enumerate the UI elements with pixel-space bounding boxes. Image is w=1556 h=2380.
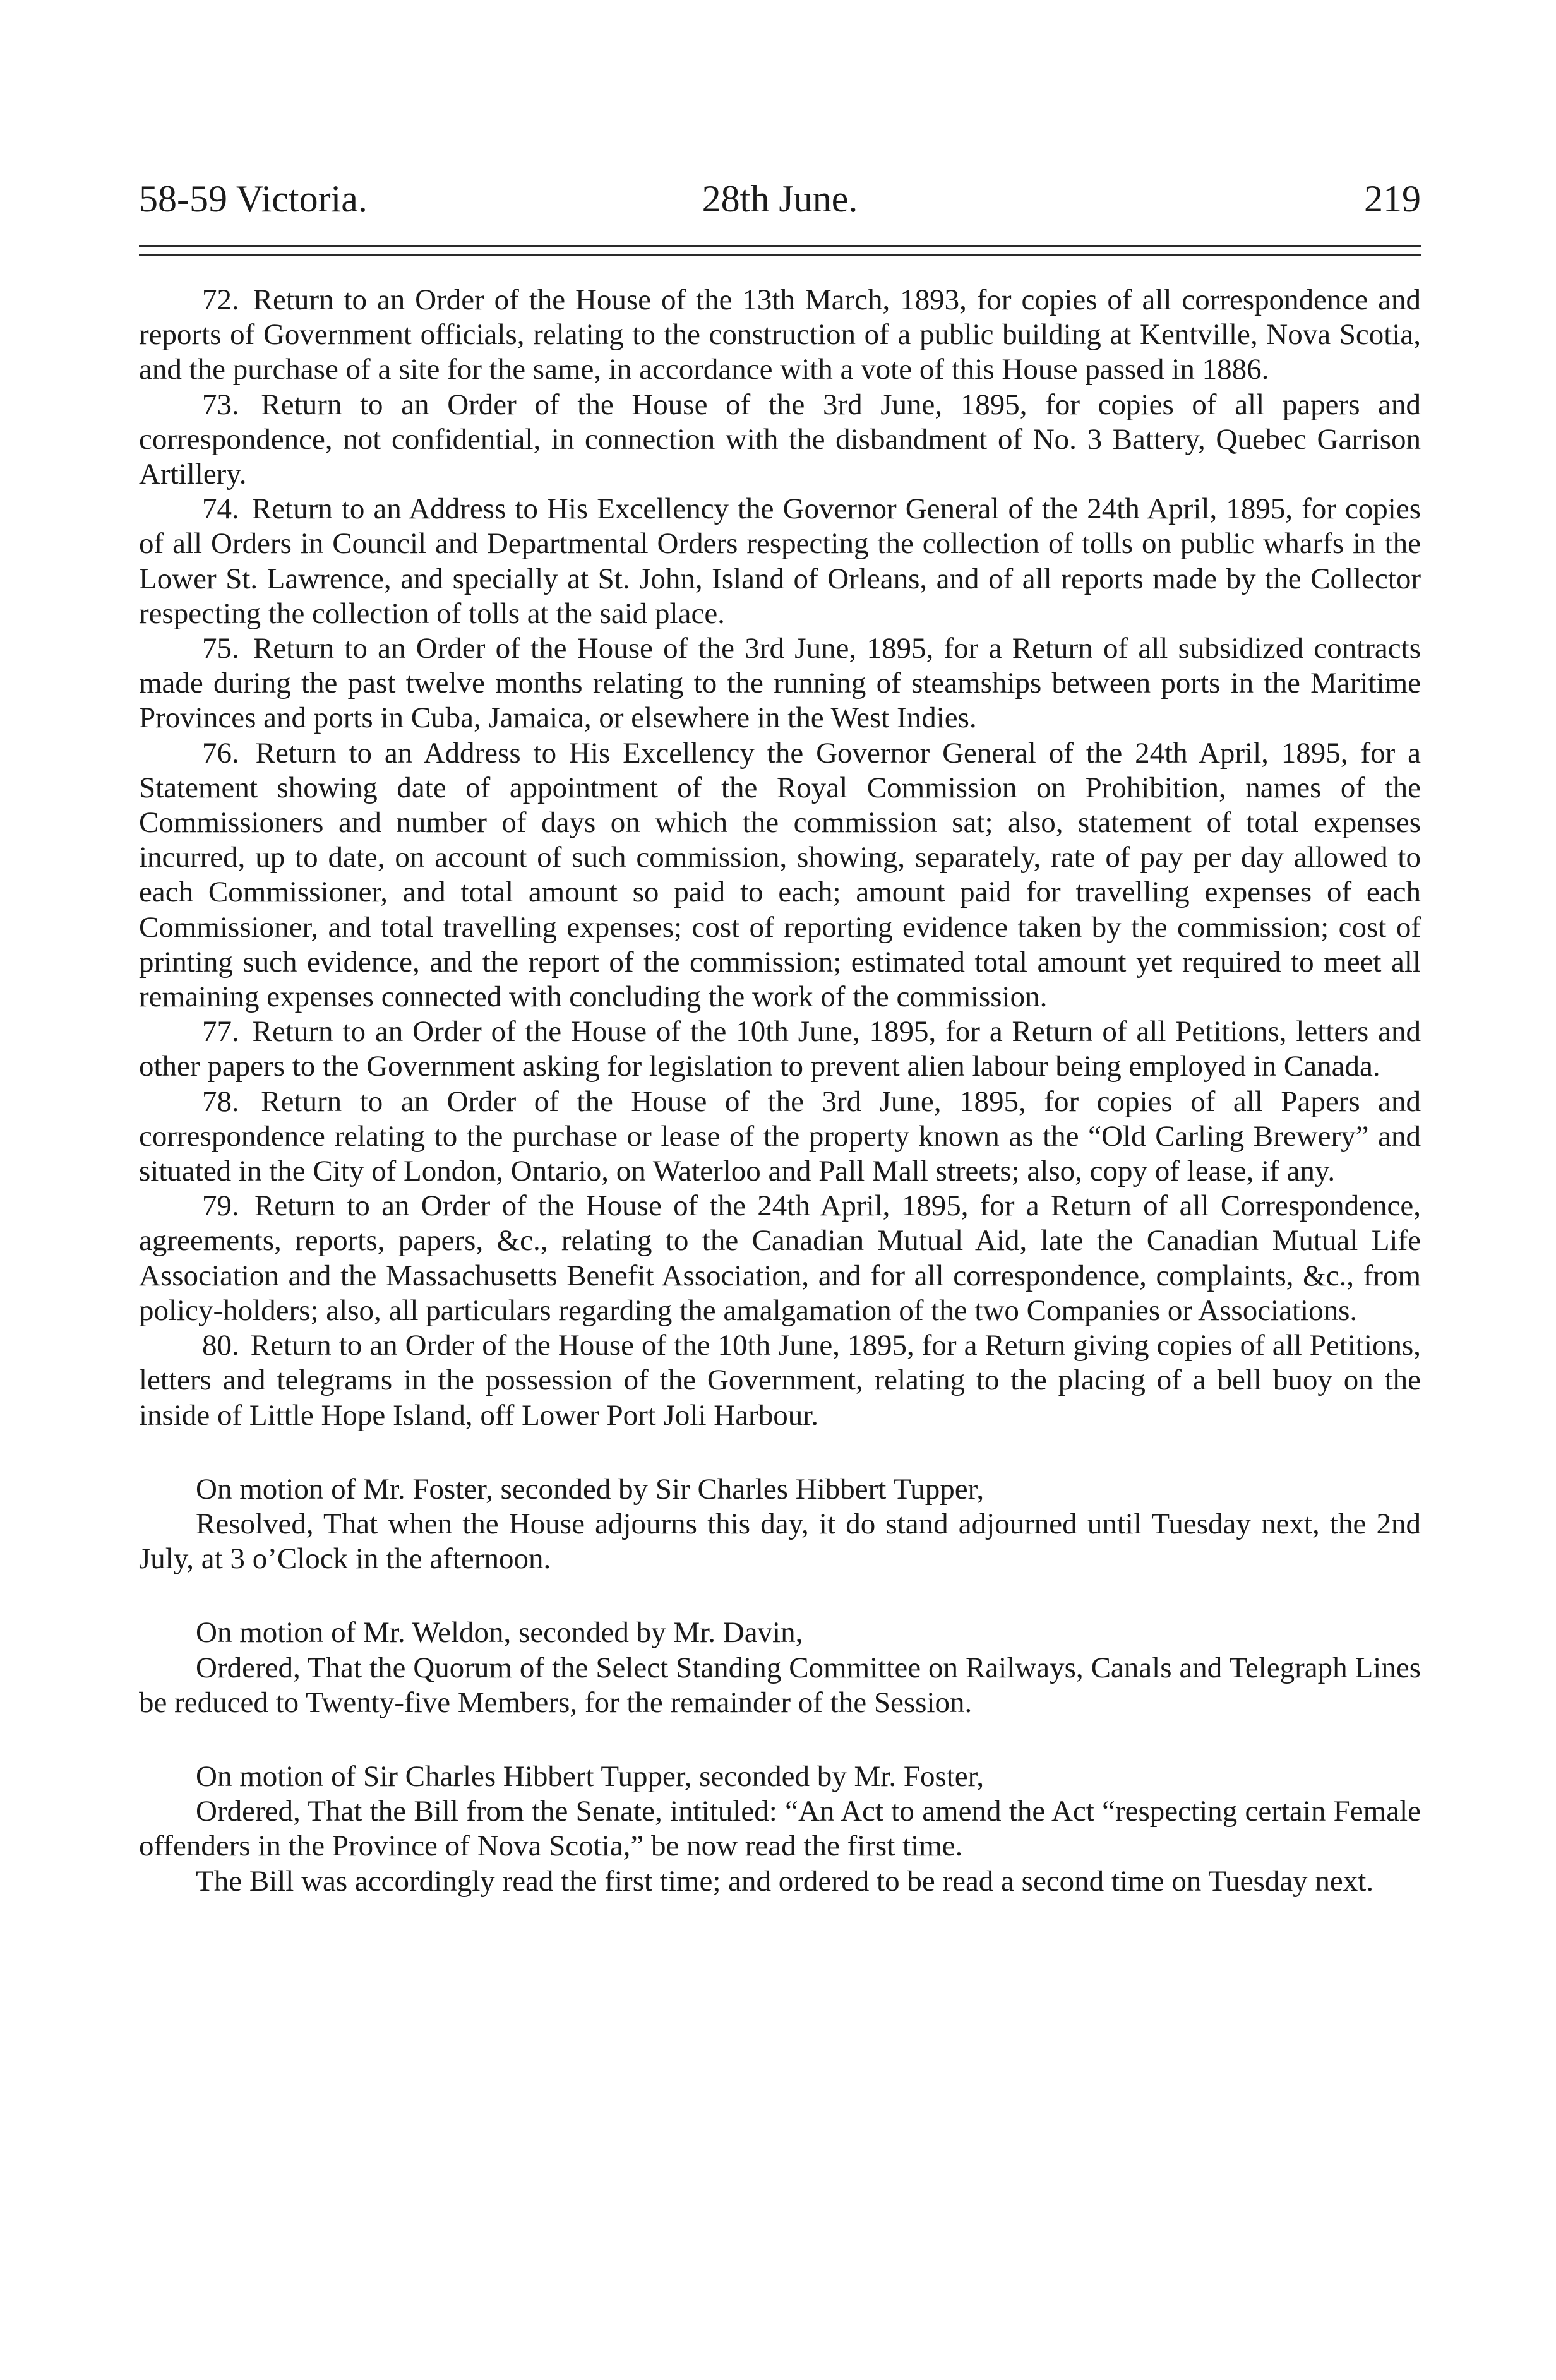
- motion-quorum-lead: On motion of Mr. Weldon, seconded by Mr. Davin,: [196, 1616, 803, 1650]
- item-number: 80.: [202, 1329, 239, 1362]
- item-number: 72.: [202, 283, 239, 316]
- section-gap: [139, 1433, 1421, 1472]
- return-item-78: [139, 1085, 1421, 1189]
- motion-adjournment-resolution: Resolved, That when the House adjourns this day, it do stand adjourned until Tuesday next, the 2nd July, at 3 o’Clock in the afternoon.: [139, 1507, 1421, 1576]
- motion-quorum-order: Ordered, That the Quorum of the Select Standing Committee on Railways, Canals and Telegraph Lines be reduced to Twenty-five Members, for the remainder of the Session.: [139, 1651, 1421, 1719]
- item-text: Return to an Order of the House of the 3rd June, 1895, for copies of all papers and correspondence, not confidential, in connection with the disbandment of No. 3 Battery, Quebec Garrison Artillery.: [139, 388, 1421, 491]
- item-text: Return to an Order of the House of the 3rd June, 1895, for copies of all Papers and correspondence relating to the purchase or lease of the property known as the “Old Carling Brewery” and situated in the City of London, Ontario, on Waterloo and Pall Mall streets; also, copy of lease, if any.: [139, 1085, 1421, 1188]
- item-number: 79.: [202, 1189, 239, 1223]
- motion-adjournment-lead: On motion of Mr. Foster, seconded by Sir Charles Hibbert Tupper,: [196, 1472, 984, 1506]
- item-text: Return to an Address to His Excellency the Governor General of the 24th April, 1895, for copies of all Orders in Council and Departmental Orders respecting the collection of tolls on public wharfs in the Lower St. Lawrence, and specially at St. John, Island of Orleans, and of all reports made by the Collector respecting the collection of tolls at the said place.: [139, 492, 1421, 630]
- return-item-77: [139, 1014, 1421, 1084]
- item-text: Return to an Order of the House of the 24th April, 1895, for a Return of all Correspondence, agreements, reports, papers, &c., relating to the Canadian Mutual Aid, late the Canadian Mutual Life Association and the Massachusetts Benefit Association, and for all correspondence, complaints, &c., from policy-holders; also, all particulars regarding the amalgamation of the two Companies or Associations.: [139, 1189, 1421, 1327]
- item-number: 77.: [202, 1015, 239, 1049]
- motion-senate-bill-order: Ordered, That the Bill from the Senate, intituled: “An Act to amend the Act “respecting certain Female offenders in the Province of Nova Scotia,” be now read the first time.: [139, 1795, 1421, 1863]
- header-rule-top: [139, 245, 1421, 247]
- section-gap: [139, 1576, 1421, 1615]
- item-number: 78.: [202, 1085, 239, 1118]
- journal-body: [139, 283, 1421, 1899]
- header-rule-bottom: [139, 254, 1421, 256]
- return-item-72: [139, 283, 1421, 388]
- return-item-76: [139, 736, 1421, 1015]
- return-item-73: [139, 388, 1421, 492]
- item-text: Return to an Order of the House of the 13th March, 1893, for copies of all correspondence and reports of Government officials, relating to the construction of a public building at Kentville, Nova Scotia, and the purchase of a site for the same, in accordance with a vote of this House passed in 1886.: [139, 283, 1421, 386]
- return-item-75: [139, 631, 1421, 736]
- item-text: Return to an Address to His Excellency the Governor General of the 24th April, 1895, for a Statement showing date of appointment of the Royal Commission on Prohibition, names of the Commissioners and number of days on which the commission sat; also, statement of total expenses incurred, up to date, on account of such commission, showing, separately, rate of pay per day allowed to each Commissioner, and total amount so paid to each; amount paid for travelling expenses of each Commissioner, and total travelling expenses; cost of reporting evidence taken by the commission; cost of printing such evidence, and the report of the commission; estimated total amount yet required to meet all remaining expenses connected with concluding the work of the commission.: [139, 736, 1421, 1014]
- return-item-79: [139, 1189, 1421, 1328]
- section-gap: [139, 1720, 1421, 1759]
- item-number: 74.: [202, 492, 239, 526]
- date-heading: 28th June.: [702, 178, 858, 220]
- item-number: 76.: [202, 736, 239, 770]
- item-text: Return to an Order of the House of the 10th June, 1895, for a Return giving copies of all Petitions, letters and telegrams in the possession of the Government, relating to the placing of a bell buoy on the inside of Little Hope Island, off Lower Port Joli Harbour.: [139, 1329, 1421, 1432]
- return-item-80: [139, 1328, 1421, 1433]
- running-head: [139, 170, 1421, 227]
- item-text: Return to an Order of the House of the 3rd June, 1895, for a Return of all subsidized contracts made during the past twelve months relating to the running of steamships between ports in the Maritime Provinces and ports in Cuba, Jamaica, or elsewhere in the West Indies.: [139, 632, 1421, 735]
- page-number: 219: [1364, 178, 1421, 220]
- motion-senate-bill-outcome: The Bill was accordingly read the first time; and ordered to be read a second time on Tuesday next.: [196, 1864, 1374, 1898]
- item-number: 75.: [202, 632, 239, 665]
- item-number: 73.: [202, 388, 239, 421]
- session-label: 58-59 Victoria.: [139, 178, 368, 220]
- motion-senate-bill-lead: On motion of Sir Charles Hibbert Tupper, seconded by Mr. Foster,: [196, 1759, 984, 1793]
- item-text: Return to an Order of the House of the 10th June, 1895, for a Return of all Petitions, letters and other papers to the Government asking for legislation to prevent alien labour being employed in Canada.: [139, 1015, 1421, 1083]
- return-item-74: [139, 492, 1421, 631]
